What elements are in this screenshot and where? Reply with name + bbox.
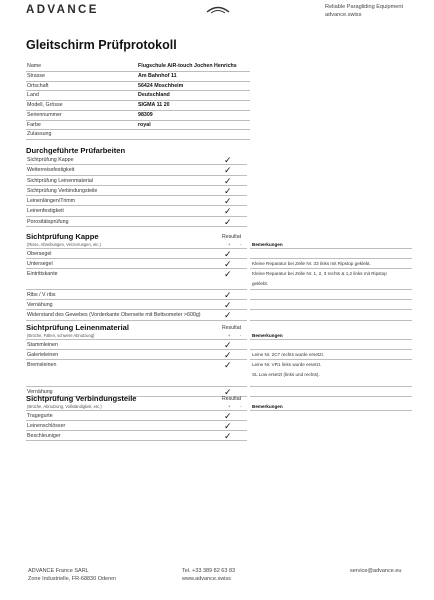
info-value: 98309	[138, 111, 153, 118]
kappe-row	[26, 290, 247, 300]
leinen-row	[26, 360, 247, 387]
remark-row-multiline	[250, 269, 412, 290]
kappe-list	[26, 241, 247, 321]
plus-label: +	[228, 242, 231, 247]
info-value: royal	[138, 121, 151, 128]
checkmark-icon: ✓	[224, 289, 232, 300]
checkmark-icon: ✓	[224, 185, 232, 196]
checkmark-icon: ✓	[224, 349, 232, 360]
kappe-row	[26, 310, 247, 320]
work-row	[26, 155, 247, 165]
leinen-item-label: Vernähung	[27, 389, 53, 396]
kappe-item-label: Obersegel	[27, 250, 52, 257]
remark-row: Kleine Reparatur bei Zelle Nr. 33 links mit Ripstop geklebt.	[250, 259, 412, 269]
work-item-label: Weiterreissfestigkeit	[27, 167, 75, 174]
info-label: Strasse	[27, 72, 45, 79]
checkmark-icon: ✓	[224, 310, 232, 321]
remark-line: Kleine Reparatur bei Zelle Nr. 1, 2, 3 rechts & 1,2 links mit Ripstop	[252, 271, 387, 277]
info-label: Name	[27, 63, 42, 69]
verbindung-subtitle: (Brüche, Abnutzung, Vollständigkeit, etc.)	[27, 404, 102, 409]
checkmark-icon: ✓	[224, 299, 232, 310]
footer-email-block	[350, 568, 401, 576]
minus-label: -	[240, 242, 242, 247]
work-item-label: Leinenlängen/Trimm	[27, 198, 76, 205]
leinen-list	[26, 332, 247, 397]
info-value: Deutschland	[138, 92, 170, 99]
verbindung-section-title: Sichtprüfung Verbindungsteile	[26, 394, 137, 403]
plus-label: +	[228, 333, 231, 338]
header-tagline-block	[325, 3, 403, 19]
info-row	[26, 101, 250, 111]
checkmark-icon: ✓	[224, 248, 232, 259]
work-row	[26, 176, 247, 186]
kappe-section-title: Sichtprüfung Kappe	[26, 232, 99, 241]
page-title: Gleitschirm Prüfprotokoll	[26, 38, 177, 52]
minus-label: -	[240, 333, 242, 338]
remark-line: geklebt.	[252, 281, 269, 287]
remark-row	[250, 387, 412, 397]
remark-row	[250, 300, 412, 310]
kappe-row	[26, 259, 247, 269]
verbindung-remarks-header: Bemerkungen	[250, 402, 412, 411]
info-row	[26, 111, 250, 121]
kappe-item-label: Eintrittskante	[27, 271, 58, 278]
info-row	[26, 91, 250, 101]
checkmark-icon: ✓	[224, 206, 232, 217]
checkmark-icon: ✓	[224, 155, 232, 165]
work-item-label: Sichtprüfung Kappe	[27, 157, 74, 163]
kappe-remarks	[250, 240, 412, 321]
remark-row: Leine Nr. 2C7 rechts wurde ersetzt.	[250, 350, 412, 360]
leinen-remarks	[250, 331, 412, 397]
footer-web-link[interactable]: www.advance.swiss	[182, 575, 231, 582]
leinen-item-label: Stammleinen	[27, 341, 58, 348]
info-label: Farbe	[27, 121, 41, 128]
info-row	[26, 72, 250, 82]
checkmark-icon: ✓	[224, 269, 232, 280]
info-row	[26, 130, 250, 140]
verbindung-item-label: Beschleuniger	[27, 433, 61, 440]
checkmark-icon: ✓	[224, 410, 232, 421]
work-item-label: Sichtprüfung Leinenmaterial	[27, 177, 93, 184]
kappe-item-label: Ribs / V ribs	[27, 291, 56, 298]
remark-row	[250, 340, 412, 350]
footer-contact-block	[182, 568, 235, 583]
plus-label: +	[228, 404, 231, 409]
remark-row-multiline	[250, 360, 412, 387]
work-item-label: Leinenfestigkeit	[27, 208, 64, 215]
info-row	[26, 82, 250, 92]
kappe-item-label: Widerstand des Gewebes (Vorderkante Oberseite mit Bettsometer >600g)	[27, 312, 201, 319]
verbindung-row	[26, 411, 247, 421]
checkmark-icon: ✓	[224, 196, 232, 207]
work-row	[26, 196, 247, 206]
work-row	[26, 217, 247, 227]
work-item-label: Sichtprüfung Verbindungsteile	[27, 187, 98, 194]
verbindung-item-label: Leinenschlösser	[27, 422, 66, 429]
kappe-item-label: Untersegel	[27, 260, 53, 267]
info-row	[26, 121, 250, 131]
page-header	[0, 0, 434, 28]
verbindung-row	[26, 421, 247, 431]
info-value: 56424 Moschheim	[138, 82, 184, 89]
checkmark-icon: ✓	[224, 387, 232, 398]
work-row	[26, 165, 247, 175]
kappe-row	[26, 269, 247, 290]
kappe-row	[26, 249, 247, 259]
work-item-label: Porositätsprüfung	[27, 218, 69, 225]
checkmark-icon: ✓	[224, 339, 232, 350]
footer-email-link[interactable]: service@advance.eu	[350, 568, 402, 574]
info-value: SIGMA 11 20	[138, 102, 170, 108]
remark-line: Leine Nr. VR1 links wurde ersetzt.	[252, 362, 322, 368]
leinen-subtitle: (Brüche, Falten, schwere Abnutzung)	[27, 333, 95, 338]
leinen-remarks-header: Bemerkungen	[250, 331, 412, 340]
verbindung-row	[26, 431, 247, 441]
customer-info-table	[26, 62, 250, 140]
verbindung-resultat-label: Resultat	[222, 396, 242, 402]
remark-line: SL Low ersetzt (links und rechts).	[252, 371, 320, 377]
checkmark-icon: ✓	[224, 420, 232, 431]
checkmark-icon: ✓	[224, 258, 232, 269]
minus-label: -	[240, 404, 242, 409]
info-label: Modell, Grösse	[27, 102, 63, 108]
leinen-section-title: Sichtprüfung Leinenmaterial	[26, 323, 129, 332]
checkmark-icon: ✓	[224, 165, 232, 176]
verbindung-list	[26, 403, 247, 441]
info-row	[26, 62, 250, 72]
checkmark-icon: ✓	[224, 431, 232, 442]
footer-phone: Tel. +33 389 82 63 83	[182, 568, 236, 574]
work-row	[26, 206, 247, 216]
kappe-remarks-header: Bemerkungen	[250, 240, 412, 249]
footer-address: Zone Industrielle, FR-68830 Oderen	[28, 575, 117, 582]
kappe-subtitle: (Risse, Abreibungen, Verzerrungen, etc.)	[27, 242, 101, 247]
remark-row	[250, 249, 412, 259]
leinen-item-label: Bremsleinen	[27, 362, 57, 369]
work-list	[26, 155, 247, 227]
verbindung-remarks	[250, 402, 412, 411]
verbindung-item-label: Tragegurte	[27, 412, 53, 419]
kappe-resultat-label: Resultat	[222, 234, 242, 240]
work-row	[26, 186, 247, 196]
work-section-title: Durchgeführte Prüfarbeiten	[26, 146, 126, 155]
info-label: Land	[27, 92, 39, 99]
leinen-resultat-label: Resultat	[222, 325, 242, 331]
info-label: Ortschaft	[27, 82, 49, 89]
leinen-row	[26, 340, 247, 350]
kappe-item-label: Vernähung	[27, 301, 53, 308]
header-website: advance.swiss	[325, 12, 362, 18]
info-value: Am Bahnhof 11	[138, 72, 177, 79]
leinen-row	[26, 350, 247, 360]
remark-row	[250, 310, 412, 320]
checkmark-icon: ✓	[224, 175, 232, 186]
footer-company-block	[28, 568, 116, 583]
header-tagline: Reliable Paragliding Equipment	[325, 4, 404, 10]
info-value: Flugschule AiR-touch Jochen Henrichs	[138, 63, 237, 69]
brand-logo: ADVANCE	[26, 4, 99, 16]
kappe-subtitle-row	[26, 241, 247, 249]
kappe-row	[26, 300, 247, 310]
checkmark-icon: ✓	[224, 216, 232, 227]
paraglider-logo-icon	[205, 5, 231, 15]
leinen-subtitle-row	[26, 332, 247, 340]
verbindung-subtitle-row	[26, 403, 247, 411]
checkmark-icon: ✓	[224, 360, 232, 371]
info-label: Zulassung	[27, 131, 52, 138]
leinen-item-label: Galerieleinen	[27, 351, 59, 358]
remark-row	[250, 290, 412, 300]
info-label: Seriennummer	[27, 111, 62, 118]
footer-company: ADVANCE France SARL	[28, 568, 89, 574]
